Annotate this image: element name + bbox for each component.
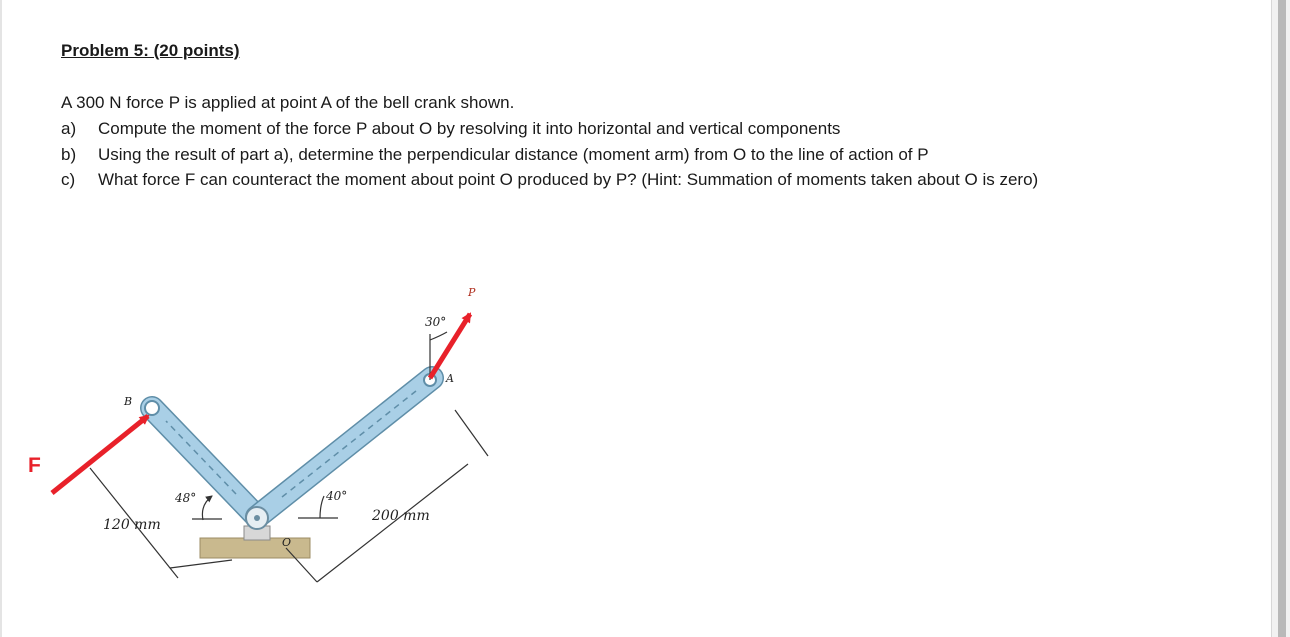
question-text: Compute the moment of the force P about O by resolving it into horizontal and vertical components [98, 119, 841, 138]
question-text: What force F can counteract the moment about point O produced by P? (Hint: Summation of moments taken about O is zero) [98, 170, 1039, 189]
problem-title: Problem 5: (20 points) [61, 41, 240, 60]
label-O: O [282, 536, 292, 549]
angle-48-label: 48° [175, 491, 197, 505]
pivot-O [246, 507, 268, 529]
question-letter: b) [61, 144, 77, 164]
pin-B [145, 401, 159, 415]
ground-support [200, 526, 310, 558]
problem-intro: A 300 N force P is applied at point A of the bell crank shown. [61, 93, 515, 112]
dim-200-label: 200 mm [372, 508, 430, 524]
question-letter: a) [61, 119, 77, 138]
label-B: B [124, 395, 133, 408]
crank-arm-left [152, 408, 257, 517]
label-A: A [446, 372, 454, 385]
angle-30-label: 30° [425, 315, 447, 329]
vertical-scrollbar[interactable] [1271, 0, 1290, 637]
scrollbar-thumb[interactable] [1278, 0, 1286, 637]
question-text: Using the result of part a), determine the perpendicular distance (moment arm) from O to the line of action of P [98, 144, 929, 164]
dim-120-label: 120 mm [103, 517, 161, 533]
label-F: F [28, 454, 41, 477]
question-letter: c) [61, 170, 76, 189]
label-P: P [468, 286, 476, 299]
angle-40-label: 40° [326, 489, 348, 503]
